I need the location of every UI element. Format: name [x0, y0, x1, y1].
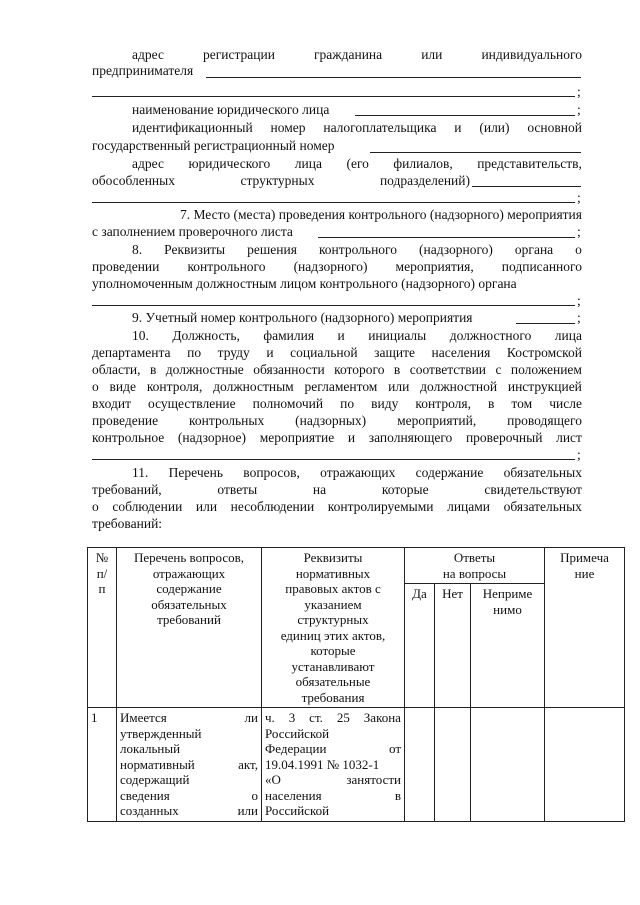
fill-line [516, 323, 575, 324]
cell-line: Примеча [560, 550, 609, 565]
word: по [187, 345, 202, 360]
header-note [545, 548, 625, 708]
section8-line2 [92, 259, 582, 275]
cell-line: структурных [297, 612, 369, 627]
section11-line3 [92, 499, 582, 515]
cell-line: Ответы [453, 550, 496, 565]
table-row [88, 708, 625, 822]
word: инструкцией [507, 379, 582, 394]
word: должностного [449, 328, 532, 343]
word: (надзорных) [295, 413, 367, 428]
cell-line: требований [157, 612, 221, 627]
word: лист [556, 430, 582, 445]
word: числе [549, 396, 582, 411]
word: контроля, [146, 379, 203, 394]
word: о [92, 499, 99, 514]
word: проверочный [465, 430, 543, 445]
word: (его [346, 156, 369, 171]
fill-line [355, 115, 575, 116]
word: идентификационный [132, 120, 253, 135]
semicolon: ; [577, 190, 581, 205]
section8-line1 [132, 242, 582, 258]
row-requisite: ч. 3 ст. 25 Закона Российской Федерации от 19.04.1991 № 1032-1 «О занятости населения в Российской [262, 708, 405, 822]
header-questions [117, 548, 262, 708]
word: Закона [363, 710, 401, 725]
cell-line: правовых актов с [285, 581, 381, 596]
word: 8. [132, 242, 143, 257]
semicolon: ; [577, 102, 581, 117]
cell-line: требования [301, 689, 365, 705]
inn-line2: государственный регистрационный номер [92, 138, 335, 153]
word: номер [270, 120, 306, 135]
word: или [388, 379, 410, 394]
word: обязательных [503, 465, 582, 480]
word: мероприятий, [397, 413, 477, 428]
word: должностные [165, 362, 244, 377]
word: нормативный [120, 756, 195, 772]
answer-no-cell[interactable] [435, 708, 471, 822]
word: обособленных [92, 173, 175, 188]
word: ответы [217, 482, 258, 497]
cell-line: содержание [156, 581, 222, 596]
word: мероприятия, [395, 259, 474, 274]
cell-line: обязательных [151, 596, 227, 612]
section8-line3: уполномоченным должностным лицом контрольного (надзорного) органа [92, 276, 517, 291]
word: «О [265, 772, 281, 787]
word: которого [334, 362, 385, 377]
word: осуществление [148, 396, 236, 411]
word: обязанности [253, 362, 325, 377]
word: виде [109, 379, 137, 394]
cell-line: нимо [493, 601, 522, 617]
fill-line [92, 459, 575, 460]
section10-line3 [92, 362, 582, 378]
word: в [488, 396, 495, 411]
cell-line: указанием [304, 596, 362, 612]
word: защите [374, 345, 415, 360]
cell-line: которые [310, 643, 356, 658]
word: индивидуального [481, 47, 582, 62]
word: соблюдении [112, 499, 183, 514]
legal-entity-name-label: наименование юридического лица [132, 102, 330, 117]
word: Имеется [120, 710, 167, 725]
row-question: Имеется ли утвержденный локальный нормативный акт, содержащий сведения о созданных или [117, 708, 262, 822]
section11-line1 [132, 465, 582, 481]
word: должностным [213, 379, 294, 394]
inn-line1 [132, 120, 582, 136]
word: регламентом [304, 379, 378, 394]
section10-line5 [92, 396, 582, 412]
word: (надзорного) [293, 259, 368, 274]
word: вопросов, [243, 465, 300, 480]
word: полномочий [252, 396, 324, 411]
cell-line: обязательные [295, 674, 371, 689]
word: инициалы [368, 328, 427, 343]
word: Федерации [265, 741, 327, 756]
word: подразделений) [379, 173, 470, 188]
header-number [88, 548, 117, 708]
cell-line: Реквизиты [303, 550, 363, 565]
word: адрес [132, 47, 164, 62]
word: или [195, 499, 218, 514]
semicolon: ; [577, 224, 581, 239]
word: контрольное [92, 430, 165, 445]
word: должностной [420, 379, 498, 394]
cell-line: Неприме [482, 586, 533, 601]
word: контрольного [318, 242, 397, 257]
header-requisites [262, 548, 405, 708]
legal-address-line1 [132, 156, 582, 172]
address-registration-line2: предпринимателя [92, 63, 194, 78]
word: ч. [265, 710, 275, 725]
word: о [575, 242, 582, 257]
word: (надзорное) [177, 430, 247, 445]
word: и [454, 120, 462, 135]
section10-line6 [92, 413, 582, 429]
word: проведение [92, 413, 159, 428]
word: контролируемыми [327, 499, 434, 514]
word: решения [247, 242, 297, 257]
word: Должность, [172, 328, 240, 343]
fill-line [370, 152, 581, 153]
section7-line2: с заполнением проверочного листа [92, 224, 293, 239]
word: контрольных [189, 413, 265, 428]
word: с [495, 362, 502, 377]
section11-line4: требований: [92, 516, 163, 531]
word: представительств, [477, 156, 582, 171]
header-answers [405, 548, 545, 584]
word: содержание [415, 465, 484, 480]
legal-address-line2 [92, 173, 470, 189]
word: в [149, 362, 157, 377]
semicolon: ; [577, 447, 581, 462]
word: Реквизиты [164, 242, 226, 257]
word: занятости [346, 772, 401, 787]
semicolon: ; [577, 84, 581, 99]
cell-line: единиц этих актов, [280, 627, 386, 643]
fill-line [472, 186, 581, 187]
word: лица [294, 156, 322, 171]
word: том [511, 396, 533, 411]
word: ли [244, 710, 258, 725]
cell-line: № [95, 550, 109, 565]
word: 3 [288, 710, 296, 725]
semicolon: ; [577, 293, 581, 308]
cell-line: отражающих [152, 565, 226, 581]
section10-line4 [92, 379, 582, 395]
checklist-table [87, 547, 625, 822]
section11-line2 [92, 482, 582, 498]
word: или [421, 47, 443, 62]
word: структурных [240, 173, 315, 188]
word: сведения [120, 787, 170, 803]
word: соответствии [409, 362, 487, 377]
word: 11. [132, 465, 149, 480]
word: юридического [188, 156, 271, 171]
word: о [92, 379, 99, 394]
word: Костромской [506, 345, 582, 360]
word: о [251, 787, 258, 803]
note-cell[interactable] [545, 708, 625, 822]
word: (надзорного) [419, 242, 493, 257]
word: 10. [132, 328, 149, 343]
word: филиалов, [393, 156, 453, 171]
word: проведении [92, 259, 160, 274]
word: подписанного [501, 259, 582, 274]
word: социальной [290, 345, 358, 360]
section10-line7 [92, 430, 582, 446]
semicolon: ; [577, 310, 581, 325]
word: населения [265, 787, 322, 803]
section7-line1: 7. Место (места) проведения контрольного (надзорного) мероприятия [179, 207, 582, 222]
cell-line: нормативных [295, 565, 371, 581]
word: несоблюдении [230, 499, 315, 514]
word: области, [92, 362, 141, 377]
word: 25 [336, 710, 350, 725]
fill-line [92, 305, 575, 306]
word: ст. [309, 710, 323, 725]
word: труду [217, 345, 250, 360]
fill-line [206, 77, 581, 78]
header-yes: Да [405, 584, 435, 708]
word: отражающих [320, 465, 396, 480]
fill-line [318, 237, 575, 238]
word: в [393, 362, 401, 377]
section10-line1 [132, 328, 582, 344]
word: заполняющего [368, 430, 453, 445]
word: которые [381, 482, 429, 497]
word: населения [431, 345, 491, 360]
word: департамента [92, 345, 171, 360]
word: проводящего [507, 413, 582, 428]
word: по [340, 396, 355, 411]
address-registration-line1 [132, 47, 582, 63]
answer-yes-cell[interactable] [405, 708, 435, 822]
word: регистрации [202, 47, 275, 62]
word: от [388, 741, 401, 756]
word: фамилия [263, 328, 315, 343]
word: и [266, 345, 274, 360]
word: (или) [479, 120, 510, 135]
word: Перечень [168, 465, 223, 480]
cell-line: п/ [96, 565, 108, 581]
answer-not-applicable-cell[interactable] [471, 708, 545, 822]
word: входит [92, 396, 131, 411]
word: созданных [120, 803, 179, 818]
cell-line: Перечень вопросов, [133, 550, 245, 565]
word: лица [554, 328, 582, 343]
word: на [312, 482, 327, 497]
word: основной [527, 120, 582, 135]
fill-line [92, 202, 575, 203]
word: обязательных [503, 499, 582, 514]
row-number: 1 [88, 708, 117, 822]
word: адрес [132, 156, 164, 171]
section9-text: 9. Учетный номер контрольного (надзорного) мероприятия [132, 310, 473, 325]
cell-line: ние [574, 565, 595, 581]
word: органа [514, 242, 554, 257]
word: в [394, 787, 401, 803]
word: контроля, [415, 396, 471, 411]
word: мероприятие [259, 430, 335, 445]
word: лицами [447, 499, 491, 514]
cell-line: п [98, 581, 106, 596]
word: налогоплательщика [323, 120, 437, 135]
word: свидетельствуют [484, 482, 582, 497]
word: контрольного [187, 259, 266, 274]
word: положением [510, 362, 582, 377]
word: акт, [238, 756, 258, 772]
cell-line: устанавливают [291, 658, 375, 674]
word: виду [371, 396, 399, 411]
word: и [337, 328, 345, 343]
section10-line2 [92, 345, 582, 361]
cell-line: на вопросы [442, 565, 507, 581]
word: требований, [92, 482, 162, 497]
fill-line [92, 96, 575, 97]
header-not-applicable [471, 584, 545, 708]
word: и [347, 430, 356, 445]
word: гражданина [314, 47, 383, 62]
word: или [237, 803, 258, 818]
header-no: Нет [435, 584, 471, 708]
